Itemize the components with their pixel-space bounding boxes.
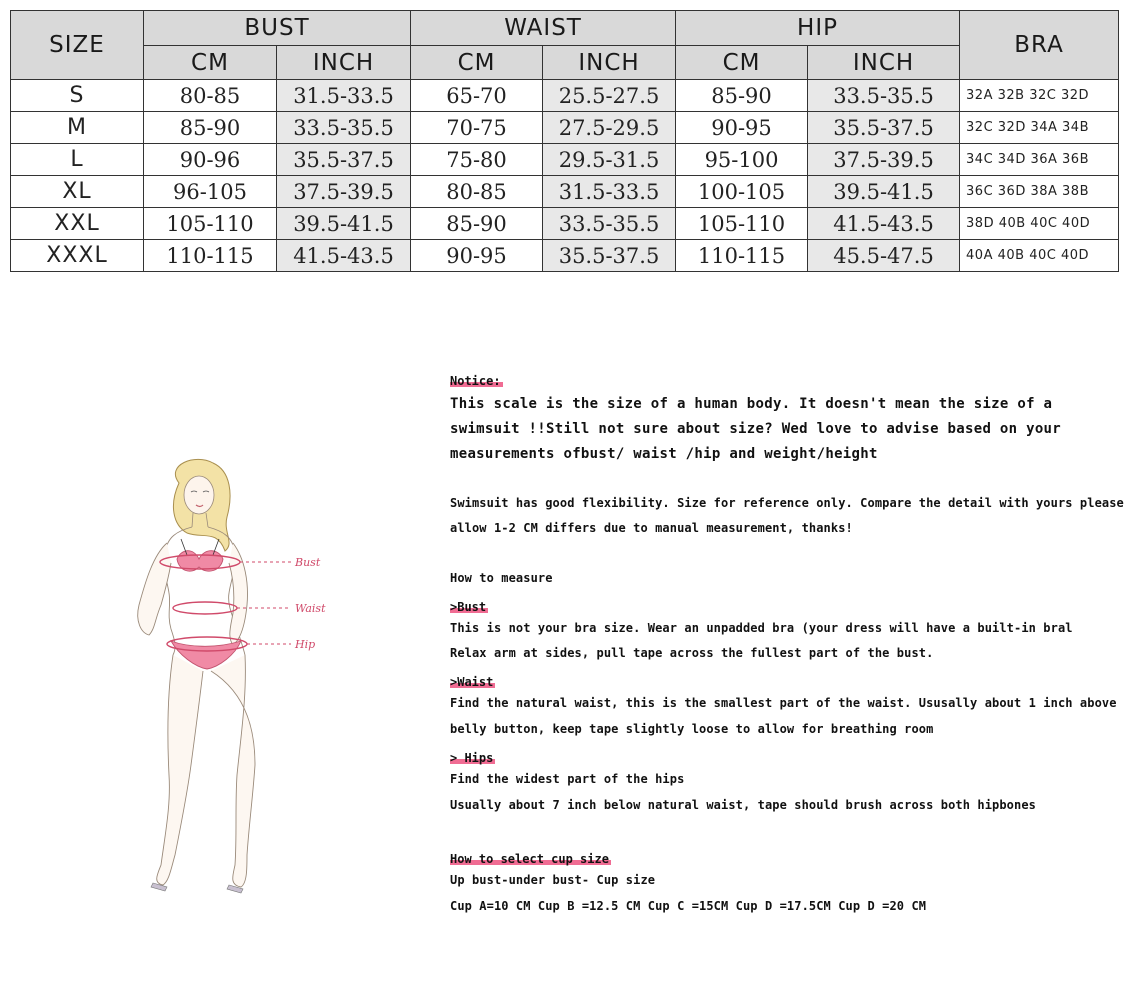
bust-header: BUST bbox=[144, 11, 411, 46]
hip-cm-cell: 85-90 bbox=[676, 80, 808, 112]
bra-cell: 38D 40B 40C 40D bbox=[960, 208, 1119, 240]
waist-header: WAIST bbox=[411, 11, 676, 46]
hip-cm-cell: 110-115 bbox=[676, 240, 808, 272]
hips-heading: > Hips bbox=[450, 751, 494, 765]
table-row bbox=[11, 208, 1119, 240]
size-chart-table bbox=[10, 10, 1119, 272]
size-header: SIZE bbox=[11, 11, 144, 80]
bust-instruction: Relax arm at sides, pull tape across the fullest part of the bust. bbox=[450, 646, 934, 660]
hip-cm-cell: 95-100 bbox=[676, 144, 808, 176]
hip-inch-cell: 37.5-39.5 bbox=[808, 144, 960, 176]
bust-cm-cell: 96-105 bbox=[144, 176, 277, 208]
bust-inch-cell: 41.5-43.5 bbox=[277, 240, 411, 272]
bust-inch-cell: 35.5-37.5 bbox=[277, 144, 411, 176]
waist-inch-cell: 25.5-27.5 bbox=[543, 80, 676, 112]
waist-label: Waist bbox=[295, 602, 326, 615]
table-row bbox=[11, 112, 1119, 144]
table-row bbox=[11, 176, 1119, 208]
bust-inch-cell: 31.5-33.5 bbox=[277, 80, 411, 112]
waist-instruction: Find the natural waist, this is the smallest part of the waist. Ususally about 1 inch above bbox=[450, 696, 1117, 710]
flexibility-line: allow 1-2 CM differs due to manual measurement, thanks! bbox=[450, 521, 853, 535]
bust-inch-cell: 33.5-35.5 bbox=[277, 112, 411, 144]
notice-heading: Notice: bbox=[450, 374, 501, 388]
bra-header: BRA bbox=[960, 11, 1119, 80]
waist-inch-header: INCH bbox=[543, 46, 676, 80]
bust-cm-cell: 85-90 bbox=[144, 112, 277, 144]
size-cell: S bbox=[11, 80, 144, 112]
waist-cm-cell: 90-95 bbox=[411, 240, 543, 272]
cup-size-instruction: Cup A=10 CM Cup B =12.5 CM Cup C =15CM Cup D =17.5CM Cup D =20 CM bbox=[450, 899, 927, 913]
flexibility-line: Swimsuit has good flexibility. Size for reference only. Compare the detail with yours please bbox=[450, 496, 1124, 510]
hip-cm-cell: 105-110 bbox=[676, 208, 808, 240]
bust-cm-cell: 80-85 bbox=[144, 80, 277, 112]
hips-instruction: Find the widest part of the hips bbox=[450, 772, 685, 786]
waist-cm-cell: 75-80 bbox=[411, 144, 543, 176]
bust-cm-cell: 90-96 bbox=[144, 144, 277, 176]
hips-instruction: Usually about 7 inch below natural waist, tape should brush across both hipbones bbox=[450, 798, 1036, 812]
hip-inch-header: INCH bbox=[808, 46, 960, 80]
bust-inch-cell: 37.5-39.5 bbox=[277, 176, 411, 208]
waist-inch-cell: 33.5-35.5 bbox=[543, 208, 676, 240]
bust-label: Bust bbox=[295, 556, 321, 569]
waist-cm-cell: 70-75 bbox=[411, 112, 543, 144]
hip-header: HIP bbox=[676, 11, 960, 46]
size-cell: XXL bbox=[11, 208, 144, 240]
bra-cell: 40A 40B 40C 40D bbox=[960, 240, 1119, 272]
cup-size-instruction: Up bust-under bust- Cup size bbox=[450, 873, 656, 887]
size-cell: M bbox=[11, 112, 144, 144]
bust-heading: >Bust bbox=[450, 600, 487, 614]
hip-inch-cell: 41.5-43.5 bbox=[808, 208, 960, 240]
notice-line: swimsuit !!Still not sure about size? Wed love to advise based on your bbox=[450, 421, 1062, 437]
waist-inch-cell: 27.5-29.5 bbox=[543, 112, 676, 144]
hip-cm-cell: 100-105 bbox=[676, 176, 808, 208]
bra-cell: 36C 36D 38A 38B bbox=[960, 176, 1119, 208]
bust-instruction: This is not your bra size. Wear an unpadded bra (your dress will have a built-in bral bbox=[450, 621, 1073, 635]
bust-cm-cell: 110-115 bbox=[144, 240, 277, 272]
woman-sketch-illustration bbox=[95, 455, 355, 900]
bust-cm-header: CM bbox=[144, 46, 277, 80]
waist-inch-cell: 35.5-37.5 bbox=[543, 240, 676, 272]
bust-cm-cell: 105-110 bbox=[144, 208, 277, 240]
size-cell: L bbox=[11, 144, 144, 176]
hip-cm-header: CM bbox=[676, 46, 808, 80]
waist-inch-cell: 31.5-33.5 bbox=[543, 176, 676, 208]
hip-inch-cell: 45.5-47.5 bbox=[808, 240, 960, 272]
hip-label: Hip bbox=[295, 638, 316, 651]
size-cell: XXXL bbox=[11, 240, 144, 272]
waist-cm-header: CM bbox=[411, 46, 543, 80]
bust-inch-cell: 39.5-41.5 bbox=[277, 208, 411, 240]
table-row bbox=[11, 240, 1119, 272]
measurement-figure bbox=[95, 455, 355, 900]
bra-cell: 32C 32D 34A 34B bbox=[960, 112, 1119, 144]
hip-inch-cell: 39.5-41.5 bbox=[808, 176, 960, 208]
table-row bbox=[11, 144, 1119, 176]
waist-instruction: belly button, keep tape slightly loose to allow for breathing room bbox=[450, 722, 934, 736]
waist-heading: >Waist bbox=[450, 675, 494, 689]
waist-cm-cell: 65-70 bbox=[411, 80, 543, 112]
hip-inch-cell: 35.5-37.5 bbox=[808, 112, 960, 144]
waist-inch-cell: 29.5-31.5 bbox=[543, 144, 676, 176]
cup-size-heading: How to select cup size bbox=[450, 852, 609, 866]
waist-cm-cell: 85-90 bbox=[411, 208, 543, 240]
how-to-measure-heading: How to measure bbox=[450, 571, 553, 585]
hip-inch-cell: 33.5-35.5 bbox=[808, 80, 960, 112]
size-cell: XL bbox=[11, 176, 144, 208]
bra-cell: 32A 32B 32C 32D bbox=[960, 80, 1119, 112]
notice-line: This scale is the size of a human body. It doesn't mean the size of a bbox=[450, 396, 1053, 412]
bust-inch-header: INCH bbox=[277, 46, 411, 80]
bra-cell: 34C 34D 36A 36B bbox=[960, 144, 1119, 176]
waist-cm-cell: 80-85 bbox=[411, 176, 543, 208]
notice-line: measurements ofbust/ waist /hip and weight/height bbox=[450, 446, 878, 462]
table-row bbox=[11, 80, 1119, 112]
hip-cm-cell: 90-95 bbox=[676, 112, 808, 144]
